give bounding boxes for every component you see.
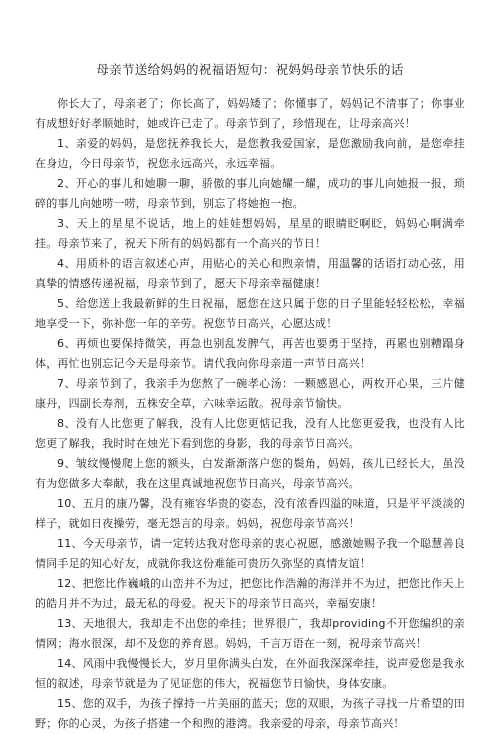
list-item: 4、用质朴的语言叙述心声，用贴心的关心和煦亲情，用温馨的话语打动心弦，用真挚的情感传递祝福，母亲节到了，愿天下母亲幸福健康！ — [35, 257, 465, 290]
list-item: 8、没有人比您更了解我，没有人比您更惦记我，没有人比您更爱我，也没有人比您更了解我，我时时在烛光下看到您的身影，我的母亲节日高兴。 — [35, 417, 465, 450]
list-item: 2、开心的事儿和她聊一聊，骄傲的事儿向她耀一耀，成功的事儿向她报一报，琐碎的事儿向她唠一唠，母亲节到，别忘了将她抱一抱。 — [35, 177, 465, 210]
list-item: 6、再烦也要保持微笑，再急也别乱发脾气，再苦也要勇于坚持，再累也别糟蹋身体，再忙也别忘记今天是母亲节。请代我向你母亲道一声节日高兴！ — [35, 337, 465, 370]
list-item: 3、天上的星星不说话，地上的娃娃想妈妈，星星的眼睛眨啊眨，妈妈心啊满牵挂。母亲节来了，祝天下所有的妈妈都有一个高兴的节日！ — [35, 217, 465, 250]
list-item: 7、母亲节到了，我亲手为您熬了一碗孝心汤：一颗感恩心，两枚开心果，三片健康丹，四副长寿剂，五株安全草，六味幸运散。祝母亲节愉快。 — [35, 377, 465, 410]
list-item: 15、您的双手，为孩子撑持一片美丽的蓝天；您的双眼，为孩子寻找一片希望的田野；你的心灵，为孩子搭建一个和煦的港湾。我亲爱的母亲，母亲节高兴！ — [35, 697, 465, 730]
article-title: 母亲节送给妈妈的祝福语短句：祝妈妈母亲节快乐的话 — [96, 62, 404, 77]
list-item: 9、皱纹慢慢爬上您的额头，白发渐渐落户您的鬓角，妈妈，孩儿已经长大，虽没有为您做多大奉献，我在这里真诚地祝您节日高兴，母亲节高兴。 — [35, 457, 465, 490]
list-item: 11、今天母亲节，请一定转达我对您母亲的衷心祝愿，感激她赐予我一个聪慧善良情同手足的知心好友，成就你我这份难能可贵历久弥坚的真情友谊！ — [35, 537, 465, 570]
list-item: 13、天地很大，我却走不出您的牵挂；世界很广，我却providing不开您编织的亲情网；海水很深，却不及您的养育恩。妈妈，千言万语在一刻，祝母亲节高兴！ — [35, 617, 465, 650]
list-item: 14、风雨中我慢慢长大，岁月里你满头白发，在外面我深深牵挂，说声爱您是我永恒的叙述，母亲节就是为了见证您的伟大，祝福您节日愉快，身体安康。 — [35, 657, 465, 690]
list-item: 10、五月的康乃馨，没有雍容华贵的姿态，没有浓香四溢的味道，只是平平淡淡的样子，就如日夜操劳，毫无怨言的母亲。妈妈，祝您母亲节高兴！ — [35, 497, 465, 530]
list-item: 12、把您比作巍峨的山峦并不为过，把您比作浩瀚的海洋并不为过，把您比作天上的皓月并不为过，最无私的母爱。祝天下的母亲节日高兴，幸福安康！ — [35, 577, 465, 610]
list-item: 1、亲爱的妈妈，是您抚养我长大，是您教我爱国家，是您激励我向前，是您牵挂在身边，今日母亲节，祝您永远高兴，永远幸福。 — [35, 137, 465, 170]
intro-paragraph: 你长大了，母亲老了；你长高了，妈妈矮了；你懂事了，妈妈记不清事了；你事业有成想好好孝顺她时，她或许已走了。母亲节到了，珍惜现在，让母亲高兴！ — [35, 97, 465, 130]
list-item: 5、给您送上我最新鲜的生日祝福，愿您在这只属于您的日子里能轻轻松松，幸福地享受一下，弥补您一年的辛劳。祝您节日高兴，心愿达成！ — [35, 297, 465, 330]
